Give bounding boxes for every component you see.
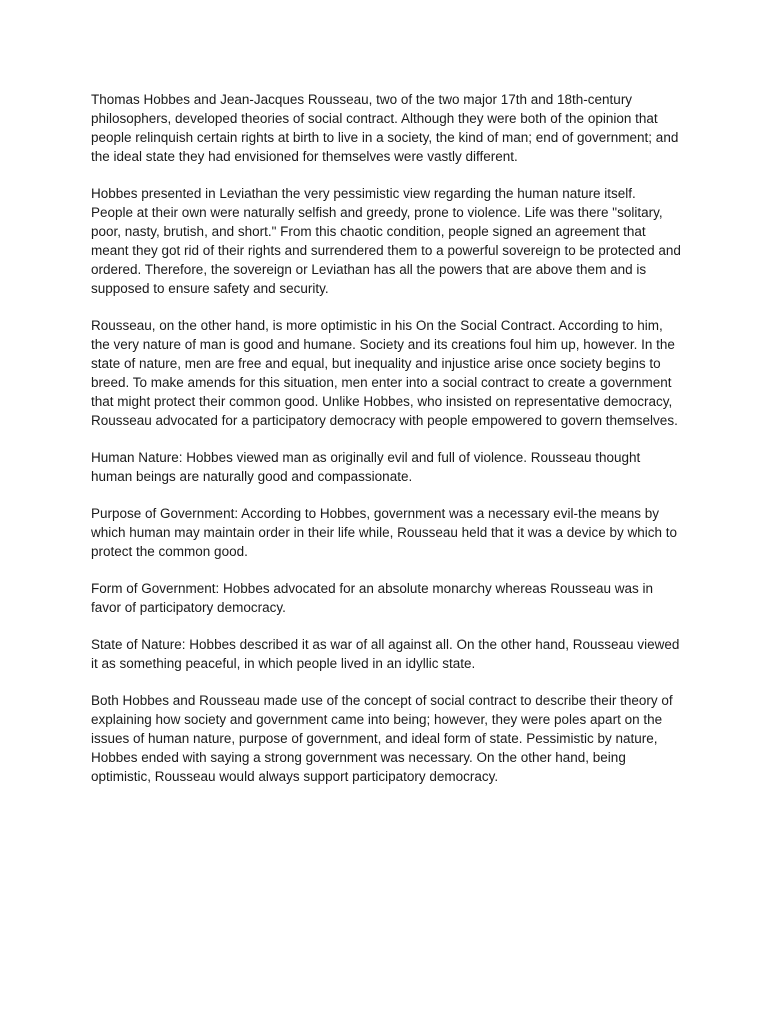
paragraph-intro: Thomas Hobbes and Jean-Jacques Rousseau, two of the two major 17th and 18th-century philosophers, developed theories of social contract. Although they were both of the opinion that people relinquish certain rights at birth to live in a society, the kind of man; end of government; and the ideal state they had envisioned for themselves were vastly different. (91, 92, 679, 164)
paragraph-form-of-government: Form of Government: Hobbes advocated for an absolute monarchy whereas Rousseau was in favor of participatory democracy. (91, 581, 654, 615)
paragraph-purpose-of-government: Purpose of Government: According to Hobbes, government was a necessary evil-the means by which human may maintain order in their life while, Rousseau held that it was a device by which to protect the common good. (91, 506, 678, 559)
paragraph-state-of-nature: State of Nature: Hobbes described it as war of all against all. On the other hand, Rousseau viewed it as something peaceful, in which people lived in an idyllic state. (91, 637, 680, 671)
paragraph-human-nature: Human Nature: Hobbes viewed man as originally evil and full of violence. Rousseau thought human beings are naturally good and compassionate. (91, 450, 641, 484)
paragraph-rousseau-social-contract: Rousseau, on the other hand, is more optimistic in his On the Social Contract. According to him, the very nature of man is good and humane. Society and its creations foul him up, however. In the state of nature, men are free and equal, but inequality and injustice arise once society begins to breed. To make amends for this situation, men enter into a social contract to create a government that might protect their common good. Unlike Hobbes, who insisted on representative democracy, Rousseau advocated for a participatory democracy with people empowered to govern themselves. (91, 318, 678, 428)
paragraph-hobbes-leviathan: Hobbes presented in Leviathan the very pessimistic view regarding the human nature itself. People at their own were naturally selfish and greedy, prone to violence. Life was there "solitary, poor, nasty, brutish, and short." From this chaotic condition, people signed an agreement that meant they got rid of their rights and surrendered them to a powerful sovereign to be protected and ordered. Therefore, the sovereign or Leviathan has all the powers that are above them and is supposed to ensure safety and security. (91, 186, 681, 296)
document-body (91, 90, 681, 804)
paragraph-conclusion: Both Hobbes and Rousseau made use of the concept of social contract to describe their theory of explaining how society and government came into being; however, they were poles apart on the issues of human nature, purpose of government, and ideal form of state. Pessimistic by nature, Hobbes ended with saying a strong government was necessary. On the other hand, being optimistic, Rousseau would always support participatory democracy. (91, 693, 673, 784)
